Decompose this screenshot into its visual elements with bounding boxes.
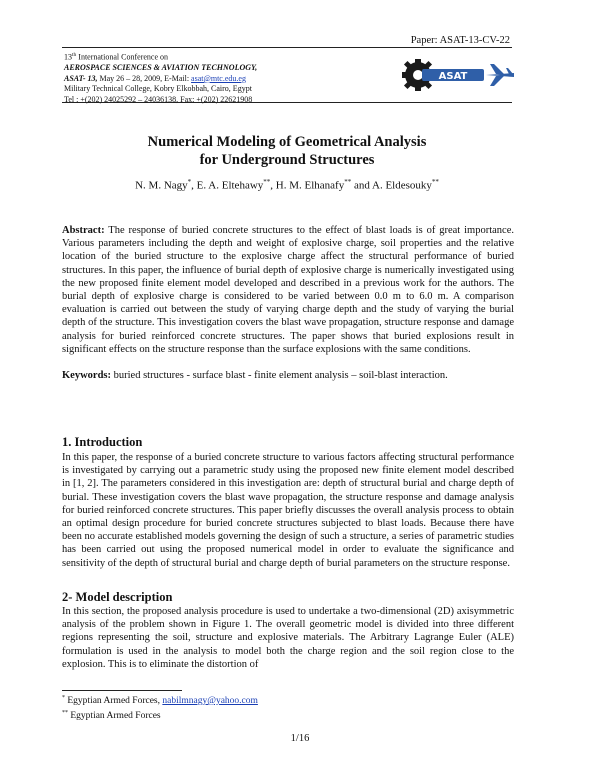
author-2-mark: ** bbox=[263, 178, 271, 186]
top-divider bbox=[62, 47, 512, 48]
abstract-text: The response of buried concrete structures to the effect of blast loads is of great importance. Various parameters including the depth and weight of explosive charge, soil properties and the relative location of the buried structure to the explosive charge affect the structural performance of buried structures. In this paper, the influence of burial depth of explosive charge is numerically investigated using the new proposed finite element model developed and described in a previous work for the authors. The burial depth of explosive charge is considered to be varied between 0.0 m to 6.0 m. A comparison evaluation is carried out between the study of varying charge depth and the study of varying the burial depth of the structure. This investigation covers the blast wave propagation, structure response and damage analysis for buried reinforced concrete structures. The paper shows that buried explosions result in significant effects on the structure response than the surface explosions with the same conditions. bbox=[62, 225, 514, 355]
paper-title bbox=[62, 133, 512, 169]
title-line-1: Numerical Modeling of Geometrical Analysis bbox=[147, 134, 427, 150]
footnote-2 bbox=[62, 708, 258, 723]
conference-email-link[interactable]: asat@mtc.edu.eg bbox=[191, 73, 246, 83]
conference-name: International Conference on bbox=[78, 52, 169, 62]
footnote-email-link[interactable]: nabilmnagy@yahoo.com bbox=[162, 696, 258, 707]
author-2: , E. A. Eltehawy bbox=[191, 179, 264, 192]
author-list bbox=[62, 178, 512, 192]
author-4: and A. Eldesouky bbox=[351, 179, 432, 192]
keywords-label: Keywords: bbox=[62, 370, 111, 381]
footnote-2-mark: ** bbox=[62, 709, 68, 716]
logo-text: ASAT bbox=[438, 71, 468, 82]
footnote-1-text: Egyptian Armed Forces, bbox=[65, 696, 163, 707]
header-divider bbox=[62, 102, 512, 103]
footnote-divider bbox=[62, 690, 182, 691]
title-line-2: for Underground Structures bbox=[199, 152, 375, 168]
section-1-heading: 1. Introduction bbox=[62, 435, 143, 449]
section-2-body: In this section, the proposed analysis procedure is used to undertake a two-dimensional (2D) axisymmetric analysis of the problem shown in Figure 1. The overall geometric model is divided into three different regions representing the soil, structure and explosive materials. The Arbitrary Lagrange Euler (ALE) formulation is used in the analysis to model both the charge region and the soil region close to the explosion. This is to eliminate the distortion of bbox=[62, 606, 514, 670]
conference-abbr: ASAT- 13, bbox=[64, 73, 98, 83]
footnote-1-mark: * bbox=[62, 695, 65, 701]
abstract-label: Abstract: bbox=[62, 225, 105, 236]
conference-header bbox=[64, 50, 404, 105]
keywords bbox=[62, 369, 514, 382]
author-3: , H. M. Elhanafy bbox=[270, 179, 345, 192]
footnote-2-text: Egyptian Armed Forces bbox=[68, 710, 161, 721]
conference-contact: Tel : +(202) 24025292 – 24036138, Fax: +(202) 22621908 bbox=[64, 94, 253, 104]
conference-institution: Military Technical College, Kobry Elkobbah, Cairo, Egypt bbox=[64, 84, 252, 94]
conference-dates: May 26 – 28, 2009, E-Mail: bbox=[99, 73, 190, 83]
asat-logo bbox=[396, 55, 516, 95]
abstract bbox=[62, 224, 514, 356]
page-number: 1/16 bbox=[290, 733, 310, 744]
footnote-1 bbox=[62, 693, 258, 708]
conference-number-suffix: th bbox=[72, 52, 77, 58]
author-3-mark: ** bbox=[344, 178, 352, 186]
conference-line-1 bbox=[64, 50, 404, 63]
section-1-body: In this paper, the response of a buried concrete structure to various factors affecting structural performance is investigated by carrying out a parametric study using the proposed new finite element model described in [1, 2]. The parameters considered in this investigation are: depth of structural burial and charge depth of burial. These investigation covers the blast wave propagation, the structure response and damage analysis for buried reinforced concrete structures. This paper briefly discusses the overall analysis process to obtain an optimal design procedure for buried concrete structures subjected to blast loads. Because there have been no accurate established models governing the design of such a structure, a series of parametric studies has been carried out using the proposed numerical model in order to evaluate the significance and sensitivity of the depth of structural burial and charge depth of burial parameters on the structure response. bbox=[62, 452, 514, 569]
section-2-heading: 2- Model description bbox=[62, 590, 173, 604]
footnotes bbox=[62, 693, 258, 722]
author-1: N. M. Nagy bbox=[135, 179, 188, 192]
conference-title: AEROSPACE SCIENCES & AVIATION TECHNOLOGY, bbox=[64, 63, 258, 73]
conference-line-3 bbox=[64, 74, 404, 85]
author-4-mark: ** bbox=[431, 178, 439, 186]
conference-number: 13 bbox=[64, 52, 72, 62]
author-1-mark: * bbox=[187, 178, 192, 186]
keywords-text: buried structures - surface blast - finite element analysis – soil-blast interaction. bbox=[111, 370, 448, 381]
paper-id: Paper: ASAT-13-CV-22 bbox=[410, 35, 510, 46]
